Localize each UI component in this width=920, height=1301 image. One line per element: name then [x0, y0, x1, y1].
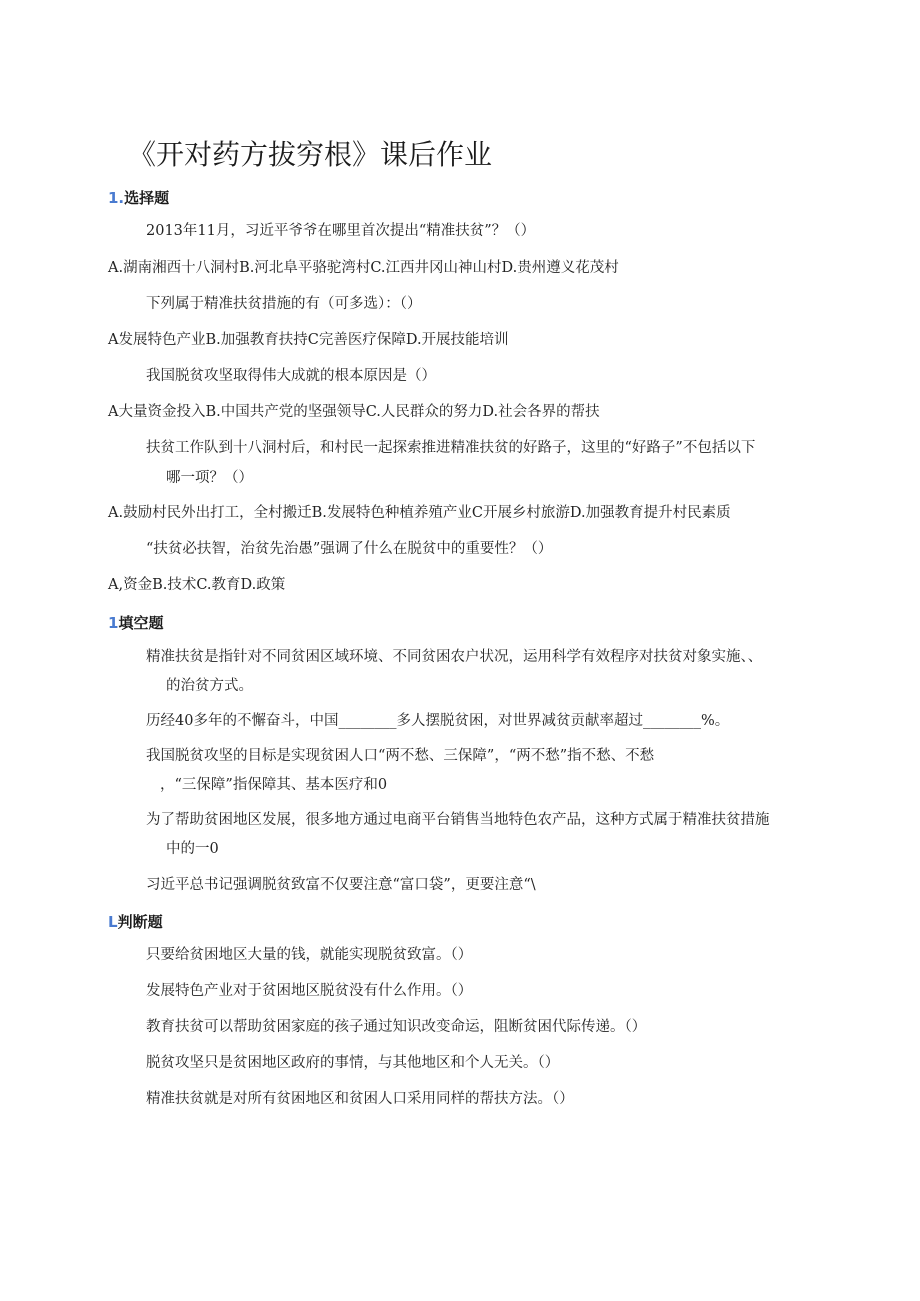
choice-question-1: 2013年11月，习近平爷爷在哪里首次提出“精准扶贫”？（）	[146, 223, 536, 239]
section-label: 判断题	[117, 913, 163, 931]
choice-question-4-line-1: 扶贫工作队到十八洞村后，和村民一起探索推进精准扶贫的好路子，这里的“好路子”不包括以下	[146, 440, 756, 456]
choice-options-1: A.湖南湘西十八洞村B.河北阜平骆驼湾村C.江西井冈山神山村D.贵州遵义花茂村	[108, 260, 619, 276]
fill-question-4-line-2: 中的一0	[166, 841, 219, 857]
choice-options-4: A.鼓励村民外出打工，全村搬迁B.发展特色种植养殖产业C开展乡村旅游D.加强教育提升村民素质	[108, 505, 731, 521]
section-heading-fill	[108, 612, 163, 633]
judge-question-4: 脱贫攻坚只是贫困地区政府的事情，与其他地区和个人无关。（）	[146, 1055, 560, 1071]
fill-question-2: 历经40多年的不懈奋斗，中国________多人摆脱贫困，对世界减贫贡献率超过________%。	[146, 713, 730, 729]
section-label: 选择题	[124, 189, 170, 207]
page-title: 《开对药方拔穷根》课后作业	[128, 138, 493, 171]
choice-options-5: A,资金B.技术C.教育D.政策	[108, 577, 286, 593]
fill-question-1-line-1: 精准扶贫是指针对不同贫困区域环境、不同贫困农户状况，运用科学有效程序对扶贫对象实施、、	[146, 649, 763, 665]
choice-question-3: 我国脱贫攻坚取得伟大成就的根本原因是（）	[146, 368, 436, 384]
fill-question-1-line-2: 的治贫方式。	[166, 678, 253, 694]
section-heading-choice	[108, 187, 169, 208]
fill-question-5: 习近平总书记强调脱贫致富不仅要注意“富口袋”，更要注意“\	[146, 877, 536, 893]
choice-options-2: A发展特色产业B.加强教育扶持C完善医疗保障D.开展技能培训	[108, 332, 509, 348]
choice-question-5: “扶贫必扶智，治贫先治愚”强调了什么在脱贫中的重要性？（）	[146, 541, 553, 557]
section-number: 1	[108, 614, 119, 632]
judge-question-5: 精准扶贫就是对所有贫困地区和贫困人口采用同样的帮扶方法。（）	[146, 1091, 574, 1107]
judge-question-2: 发展特色产业对于贫困地区脱贫没有什么作用。（）	[146, 983, 473, 999]
section-heading-judge	[108, 911, 163, 932]
section-label: 填空题	[118, 614, 164, 632]
section-number: L	[108, 913, 118, 931]
choice-question-2: 下列属于精准扶贫措施的有（可多选）：（）	[146, 296, 422, 312]
fill-question-4-line-1: 为了帮助贫困地区发展，很多地方通过电商平台销售当地特色农产品，这种方式属于精准扶贫措施	[146, 812, 770, 828]
choice-options-3: A大量资金投入B.中国共产党的坚强领导C.人民群众的努力D.社会各界的帮扶	[108, 404, 600, 420]
judge-question-1: 只要给贫困地区大量的钱，就能实现脱贫致富。（）	[146, 947, 473, 963]
judge-question-3: 教育扶贫可以帮助贫困家庭的孩子通过知识改变命运，阻断贫困代际传递。（）	[146, 1019, 647, 1035]
choice-question-4-line-2: 哪一项？（）	[166, 470, 253, 486]
fill-question-3-line-1: 我国脱贫攻坚的目标是实现贫困人口“两不愁、三保障”，“两不愁”指不愁、不愁	[146, 748, 655, 764]
fill-question-3-line-2: ，“三保障”指保障其、基本医疗和0	[160, 777, 388, 793]
section-number: 1.	[108, 189, 125, 207]
